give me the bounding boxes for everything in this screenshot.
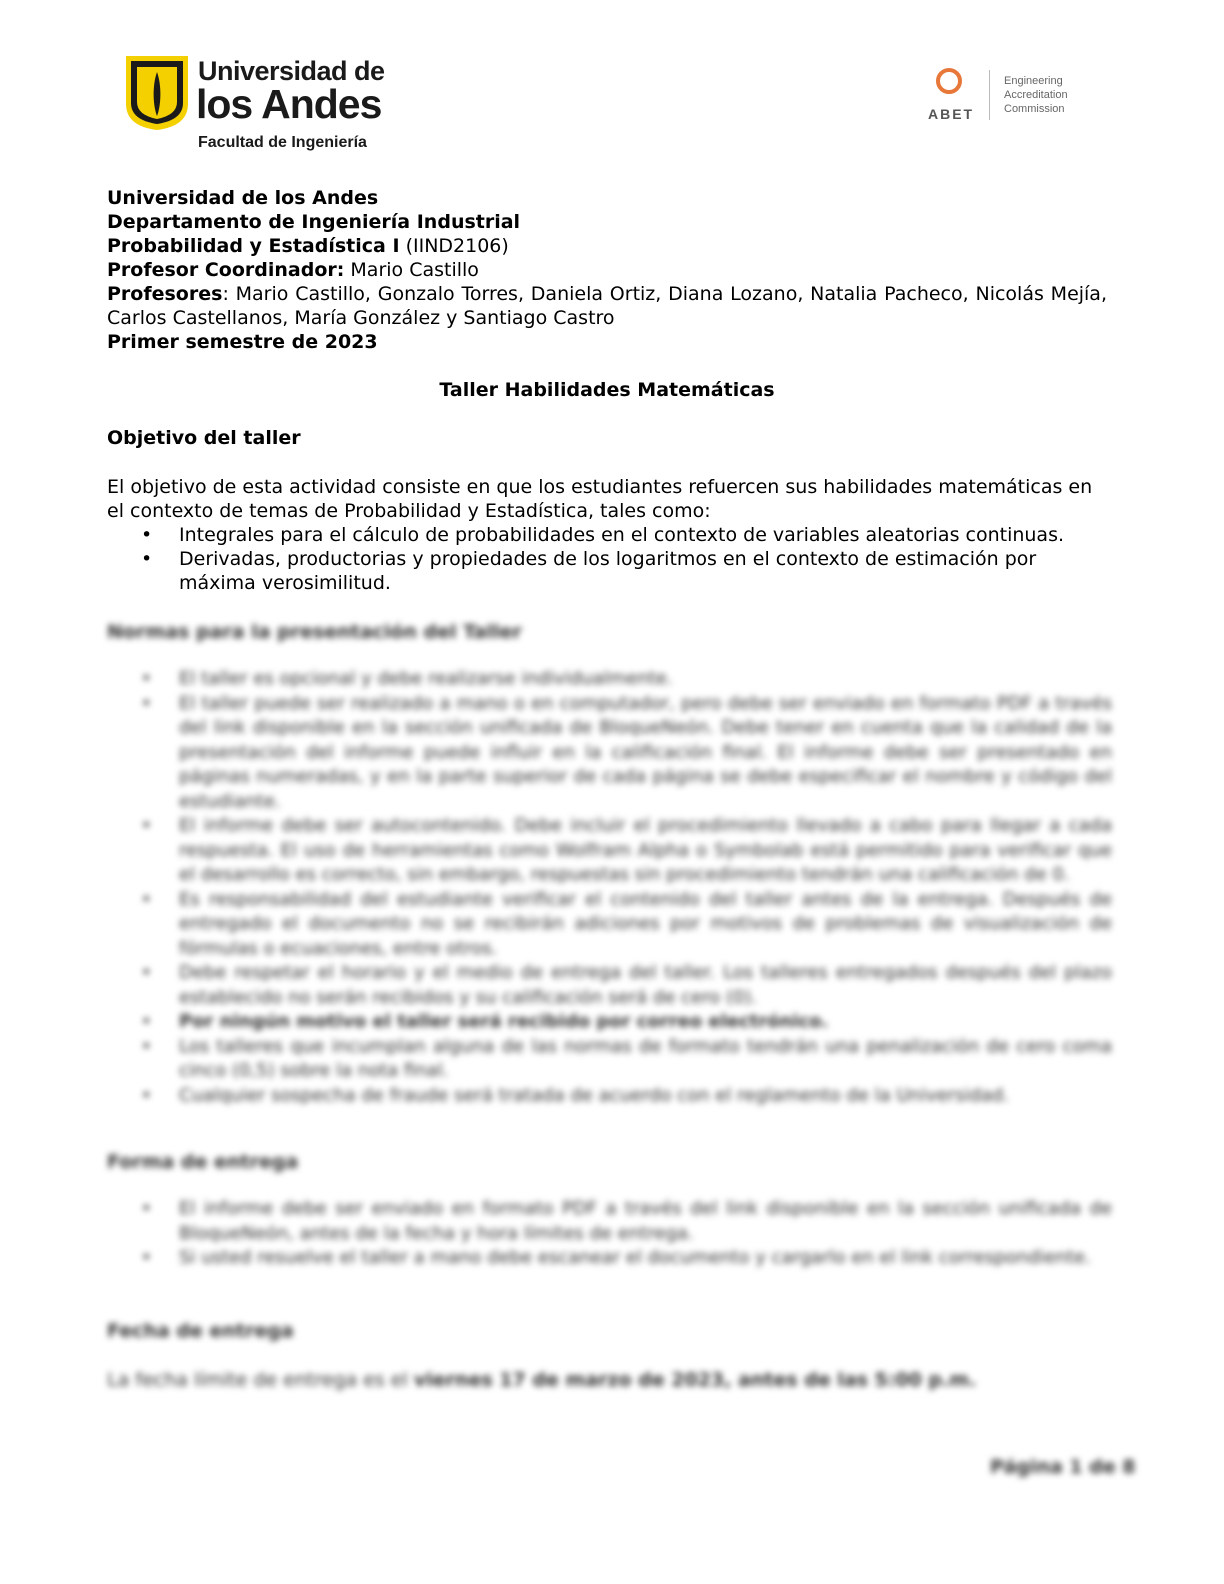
bullet-icon: • [141,548,153,570]
abet-name: ABET [928,106,975,122]
list-item-text: El taller es opcional y debe realizarse individualmente. [179,668,673,689]
bullet-icon: • [141,1084,152,1106]
list-item [107,1084,1112,1109]
list-item-text: El informe debe ser enviado en formato PDF a través del link disponible en la sección unificada de BloqueNeón, antes de la fecha y hora límites de entrega. [179,1198,1112,1244]
bullet-icon: • [141,692,152,714]
list-item-text: Por ningún motivo el taller será recibido por correo electrónico. [179,1011,829,1032]
list-item [107,692,1112,815]
list-item [107,1010,1112,1035]
logo-line-3: Facultad de Ingeniería [198,134,367,151]
list-item-text: El informe debe ser autocontenido. Debe incluir el procedimiento llevado a cabo para llegar a cada respuesta. El uso de herramientas como Wolfram Alpha o Symbolab está permitido para verificar que el desarrollo es correcto, sin embargo, respuestas sin procedimiento tendrán una calificación de 0. [179,815,1112,885]
document-title: Taller Habilidades Matemáticas [439,379,775,401]
list-item-text: Cualquier sospecha de fraude será tratada de acuerdo con el reglamento de la Universidad. [179,1084,1010,1106]
list-item-text: Si usted resuelve el taller a mano debe escanear el documento y cargarlo en el link correspondiente. [179,1247,1091,1268]
professors-list: : Mario Castillo, Gonzalo Torres, Daniela Ortiz, Diana Lozano, Natalia Pacheco, Nicolás Mejía, Carlos Castellanos, María González y Santiago Castro [107,283,1107,329]
department-name: Departamento de Ingeniería Industrial [107,211,521,233]
bullet-icon: • [141,1247,152,1268]
list-item-text: Los talleres que incumplan alguna de las normas de formato tendrán una penalización de cero coma cinco (0,5) sobre la nota final. [179,1035,1112,1081]
abet-ring-icon [936,68,962,94]
rules-list [107,667,1112,1108]
bullet-icon: • [141,1035,152,1057]
university-name: Universidad de los Andes [107,187,379,209]
list-item [107,888,1112,962]
list-item [107,547,1107,595]
university-shield-icon [126,56,188,130]
list-item [107,1197,1112,1246]
date-bold: viernes 17 de marzo de 2023, antes de las 5:00 p.m. [413,1369,977,1391]
list-item-text: Es responsabilidad del estudiante verificar el contenido del taller antes de la entrega. Después de entregado el documento no se recibirán adiciones por motivos de problemas de visualización de fórmulas o ecuaciones, entre otros. [179,888,1112,959]
course-info [107,186,1107,354]
coordinator-label: Profesor Coordinador: [107,259,345,281]
logo-line-2: los Andes [196,81,382,127]
bullet-icon: • [141,815,152,836]
objective-list [107,523,1107,595]
date-prefix: La fecha límite de entrega es el [107,1369,414,1391]
abet-subtitle [1004,74,1068,116]
list-item [107,667,1112,692]
list-item [107,1035,1112,1084]
date-heading: Fecha de entrega [107,1320,294,1342]
course-code: (IIND2106) [405,235,509,257]
list-item [107,961,1112,1010]
list-item [107,814,1112,888]
abet-subtitle-line: Commission [1004,103,1065,115]
course-name: Probabilidad y Estadística I [107,235,400,257]
bullet-icon: • [141,962,152,983]
professors-label: Profesores [107,283,223,305]
abet-subtitle-line: Accreditation [1004,89,1068,101]
page-number: Página 1 de 8 [990,1456,1136,1478]
objective-heading: Objetivo del taller [107,427,301,449]
list-item-text: Integrales para el cálculo de probabilidades en el contexto de variables aleatorias continuas. [179,524,1065,546]
university-logo [126,56,386,156]
list-item-text: El taller puede ser realizado a mano o en computador, pero debe ser enviado en formato PDF a través del link disponible en la sección unificada de BloqueNeón. Debe tener en cuenta que la calidad de la presentación del informe puede influir en la calificación final. El informe debe ser presentado en páginas numeradas, y en la parte superior de cada página se debe especificar el nombre y código del estudiante. [179,692,1112,812]
coordinator-line [107,258,1107,282]
coordinator-name: Mario Castillo [350,259,479,281]
abet-subtitle-line: Engineering [1004,75,1063,87]
bullet-icon: • [141,1198,152,1219]
bullet-icon: • [141,1011,152,1032]
bullet-icon: • [141,524,153,546]
abet-divider [989,70,990,120]
list-item-text: Derivadas, productorias y propiedades de los logaritmos en el contexto de estimación por máxima verosimilitud. [179,548,1037,594]
bullet-icon: • [141,668,152,689]
delivery-heading: Forma de entrega [107,1151,299,1173]
course-line [107,234,1107,258]
objective-paragraph: El objetivo de esta actividad consiste en que los estudiantes refuercen sus habilidades matemáticas en el contexto de temas de Probabilidad y Estadística, tales como: [107,476,1093,522]
delivery-list [107,1197,1112,1271]
list-item [107,523,1107,547]
list-item-text: Debe respetar el horario y el medio de entrega del taller. Los talleres entregados después del plazo establecido no serán recibidos y su calificación será de cero (0). [179,962,1112,1008]
logo-line-1: Universidad de [198,56,385,86]
semester: Primer semestre de 2023 [107,331,378,353]
date-paragraph [107,1368,976,1392]
rules-heading: Normas para la presentación del Taller [107,621,522,643]
bullet-icon: • [141,888,152,910]
abet-logo [926,68,1096,128]
list-item [107,1246,1112,1271]
professors-line [107,282,1107,330]
